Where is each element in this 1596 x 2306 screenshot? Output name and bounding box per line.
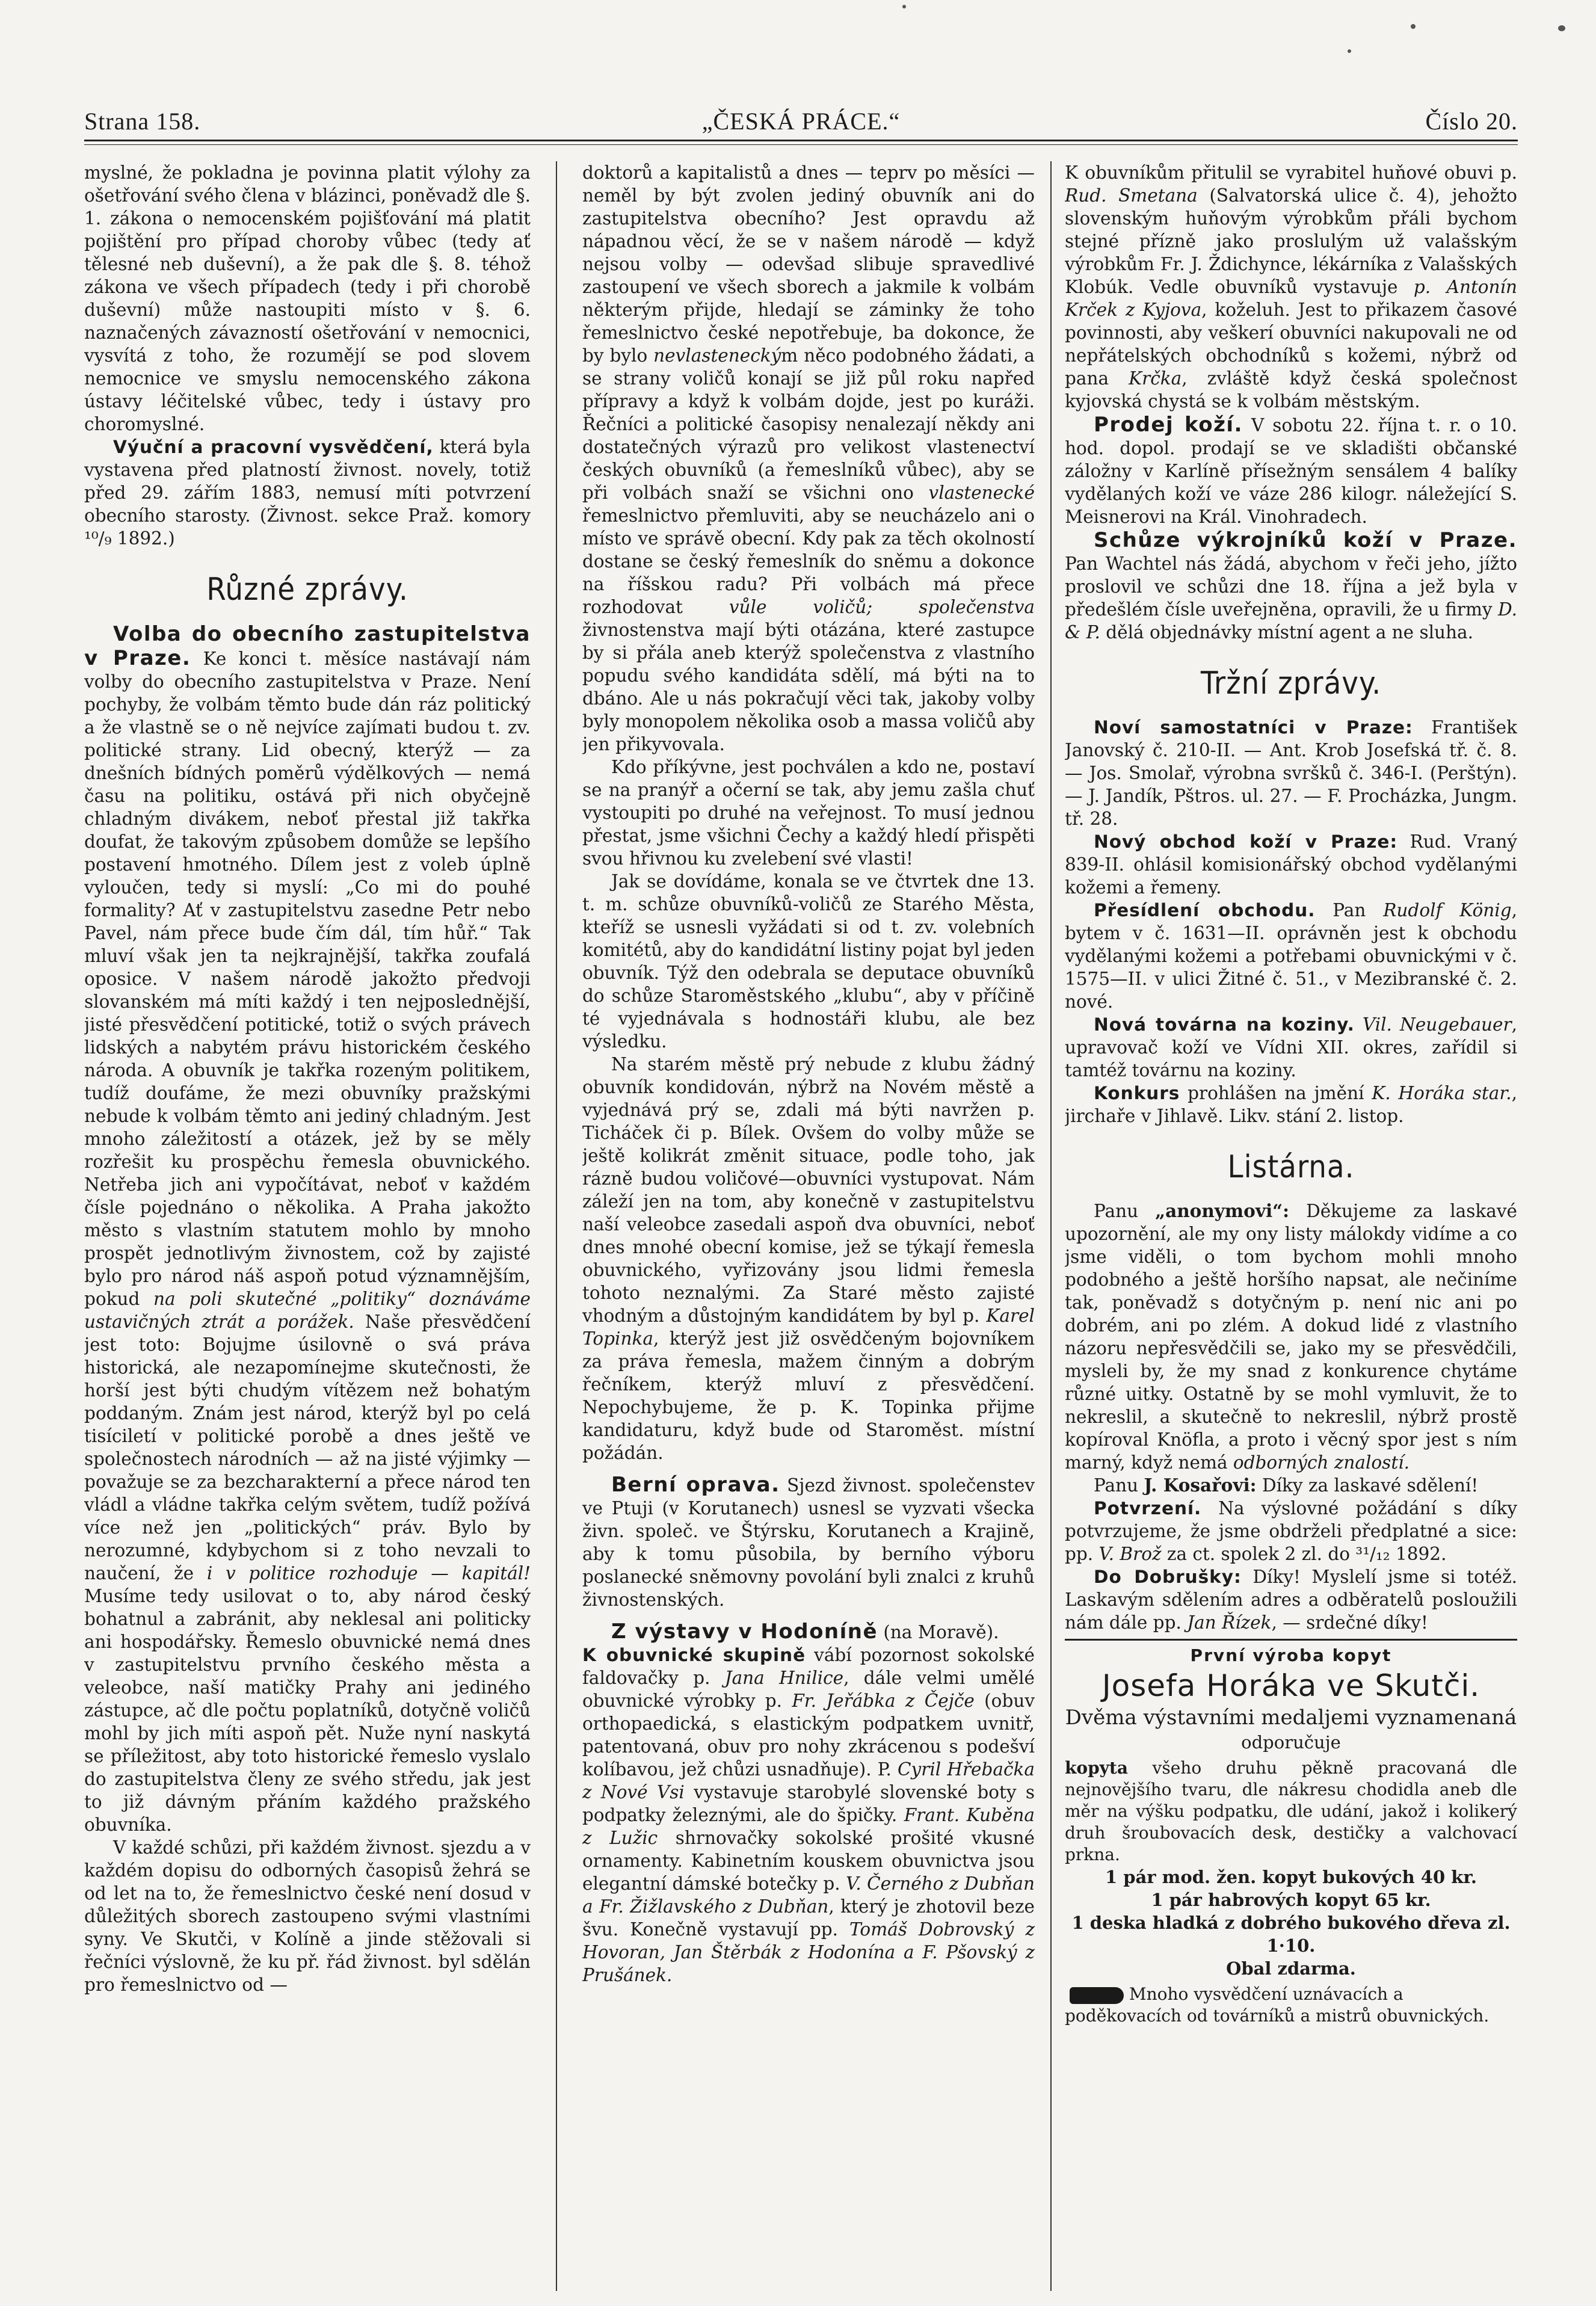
ad-body: kopyta všeho druhu pěkně pracovaná dle nejnovějšího tvaru, dle nákresu chodidla aneb dle měr na výšku podpatku, dle udání, jakož i kolikerý druh šroubovacích desk, destičky a valchovací prkna. [1065,1758,1517,1864]
market-new-businesses: Noví samostatníci v Praze: František Janovský č. 210-II. — Ant. Krob Josefská tř. č. 8. — Jos. Smolař, výrobna svršků č. 346-I. (Perštýn). — J. Jandík, Pštros. ul. 27. — F. Procházka, Jungm. tř. 28. [1065,717,1517,829]
column-divider [556,161,557,2291]
column-divider [1050,161,1052,2291]
ad-price-line: 1 pár mod. žen. kopyt bukových 40 kr. [1105,1867,1477,1887]
ad-company-name: Josefa Horáka ve Skutči. [1101,1668,1480,1703]
article-continuation: myslné, že pokladna je povinna platit výlohy za ošetřování svého člena v blázinci, poněvadž dle §. 1. zákona o nemocenském pojišťování má platit pojištění pro případ choroby vůbec (tedy ať tělesné neb duševní), a že pak dle §. 8. téhož zákona ve všech případech (tedy i při chorobě duševní) může nastoupiti místo v §. 6. naznačených závazností ošetřování v nemocnici, vysvítá z toho, že rozumějí se pod slovem nemocnice ve smyslu nemocenského zákona ústavy léčitelské vůbec, tedy i ústavy pro choromyslné. [84,162,531,434]
ad-top-line: První výroba kopyt [1190,1645,1392,1665]
header-rule [84,140,1518,141]
letter-kosar: Panu J. Kosařovi: Díky za laskavé sdělení! [1094,1475,1479,1496]
ad-price-line: Obal zdarma. [1226,1958,1356,1979]
letter-dobruska: Do Dobrušky: Díky! Myslelí jsme si totéž. Laskavým sdělením adres a odběratelů posloužili nám dále pp. Jan Řízek, — srdečné díky! [1065,1567,1517,1633]
article-tax-reform: Berní oprava. Sjezd živnost. společenstev ve Ptuji (v Korutanech) usnesl se vyzvati všecka živn. společ. ve Štýrsku, Korutanech a Krajině, aby k tomu působila, by berního výboru poslanecké sněmovny povolání byli znalci z kruhů živnostenských. [582,1473,1035,1610]
notice-hide-sale: Prodej koží. V sobotu 22. října t. r. o 10. hod. dopol. prodají se ve skladišti občanské záložny v Karlíně přísežným sensálem 4 balíky vydělaných koží ve váze 286 kilogr. náležející S. Meisnerovi na Král. Vinohradech. [1065,413,1517,527]
ad-price-line: 1 deska hladká z dobrého bukového dřeva zl. 1·10. [1071,1913,1511,1956]
ad-recommends: odporučuje [1241,1732,1341,1753]
section-title-letters: Listárna. [1227,1149,1355,1185]
ad-subtitle: Dvěma výstavními medaljemi vyznamenaná [1065,1706,1517,1730]
article-continuation: K obuvníkům přitulil se vyrabitel huňové obuvi p. Rud. Smetana (Salvatorská ulice č. 4), jehožto slovenským huňovým výrobkům přáli bychom stejné přízně jako proslulým už valašským výrobkům Fr. J. Ždichynce, lékárníka z Valašských Klobúk. Vedle obuvníků vystavuje p. Antonín Krček z Kyjova, koželuh. Jest to přikazem časové povinnosti, aby veškerí obuvníci nakupovali ne od nepřátelských obchodníků s kožemi, nýbrž od pana Krčka, zvláště když česká společnost kyjovská chystá se k volbám městským. [1065,162,1517,412]
header-rule-thin [84,144,1518,145]
article-certificates: Výuční a pracovní vysvědčení, která byla vystavena před platností živnost. novely, totiž před 29. zářím 1883, nemusí míti potvrzení obecního starosty. (Živnost. sekce Praž. komory ¹⁰/₉ 1892.) [84,437,531,549]
article-paragraph: V každé schůzi, při každém živnost. sjezdu a v každém dopisu do odborných časopisů žehrá se od let na to, že řemeslnictvo české není dosud v důležitých sborech zastoupeno svými vlastními syny. Ve Skutči, v Kolíně a jinde stěžovali si řečníci výslovně, že ku př. řád živnost. byl sdělán pro řemeslnictvo od — [84,1837,531,1995]
section-title-news: Různé zprávy. [206,572,408,608]
article-paragraph: Na starém městě prý nebude z klubu žádný obuvník kondidován, nýbrž na Novém městě a vyjednává prý se, zdali má býti navržen p. Ticháček či p. Bílek. Ovšem do volby může se ještě kolikrát změnit situace, podle toho, jak rázně budou voličové—obuvníci vystupovat. Nám záleží jen na tom, aby konečně v zastupitelstvu naší veleobce zasedali aspoň dva obuvníci, neboť dnes mnohé obecní komise, jež se týkají řemesla obuvnického, vyřizovány jsou lidmi řemesla tohoto neznalými. Za Staré město zajisté vhodným a důstojným kandidátem by byl p. Karel Topinka, kterýž jest již osvědčeným bojovníkem za práva řemesla, mažem činným a dobrým řečníkem, kterýž mluví z přesvědčení. Nepochybujeme, že p. K. Topinka přijme kandidaturu, když bude od Staroměst. místní požádán. [582,1054,1035,1463]
letter-anonymous: Panu „anonymovi“: Děkujeme za laskavé upozornění, ale my ony listy málokdy vidíme a co jsme viděli, o tom bychom mohli mnoho podobného a ještě horšího napsat, ale nečiníme tak, poněvadž s dotyčným p. není nic ani po dobrém, ani po zlém. A dokud lidé z vlastního názoru nepřesvědčili se, jako my se přesvědčili, mysleli by, že my snad z konkurence chytáme různé uitky. Ostatně by se mohl vymluvit, že to nekreslil, a skutečně to nekreslil, nýbrž prostě kopíroval Knöfla, a proto i věcný spor jest s ním marný, když nemá odborných znalostí. [1065,1200,1517,1473]
market-relocation: Přesídlení obchodu. Pan Rudolf König, bytem v č. 1631—II. oprávněn jest k obchodu vydělanými kožemi a potřebami obuvnickými v č. 1575—II. v ulici Žitné č. 51., v Mezibranské č. 2. nové. [1065,900,1517,1012]
advertisement-horak [1065,1639,1517,2027]
ad-price-line: 1 pár habrových kopyt 65 kr. [1151,1890,1431,1910]
newspaper-title: „ČESKÁ PRÁCE.“ [701,108,901,135]
article-hodonin: Z výstavy v Hodoníně (na Moravě). [611,1620,999,1644]
article-elections: Volba do obecního zastupitelstva v Praze. Ke konci t. měsíce nastávají nám volby do obecního zastupitelstva v Praze. Není pochyby, že volbám těmto bude dán ráz politický a že vlastně se o ně nejvíce zajímati budou t. zv. politické strany. Lid obecný, kterýž — za dnešních bídných poměrů výdělkových — nemá času na politiku, ostává při nich obyčejně chladným divákem, neboť přestal již takřka doufat, že takovým způsobem domůže se lepšího postavení hmotného. Dílem jest z voleb úplně vyloučen, tedy si myslí: „Co mi do pouhé formality? Ať v zastupitelstvu zasedne Petr nebo Pavel, nám přece bude čím dál, tím hůř.“ Tak mluví však jen ta nejkrajnější, takřka zoufalá oposice. V našem národě jakožto předvoji slovanském má míti každý i ten nejposlednější, jisté přesvědčení potitické, totiž o svých právech lidských a nabytém právu historickém českého národa. A obuvník je takřka rozeným politikem, tudíž doufáme, že mezi obuvníky pražskými nebude k volbám těmto ani jediný chladným. Jest mnoho záležitostí a otázek, jež by se měly rozřešit ku prospěchu řemesla obuvnického. Netřeba jich ani vypočítávat, neboť v každém čísle pojednáno o několika. A Praha jakožto město s vlastním statutem mohlo by mnoho prospět jednotlivým živnostem, což by zajisté bylo pro národ náš aspoň potud významnějším, pokud na poli skutečné „politiky“ doznáváme ustavičných ztrát a porážek. Naše přesvědčení jest toto: Bojujme úsilovně o svá práva historická, ale nezapomínejme skutečnosti, že horší jest býti chudým vítězem než bohatým poddaným. Znám jest národ, kterýž byl po celá tisíciletí v politické porobě a dnes ještě ve společnostech národních — až na jisté výjimky — považuje se za bezcharakterní a přece národ ten vládl a vládne takřka celým světem, tudíž požívá více než jen „politických“ práv. Bylo by nerozumné, kdybychom si z toho nevzali to naučení, že i v politice rozhoduje — kapitál! Musíme tedy usilovat o to, aby národ český bohatnul a zabránit, aby neklesal ani politicky ani hospodářsky. Řemeslo obuvnické nemá dnes v zastupitelstvu prvního českého města a veleobce, naší matičky Prahy ani jediného zástupce, ač dle počtu poplatníků, dotyčně voličů mohl by jich míti aspoň pět. Nuže nyní naskytá se příležitost, aby toto historické řemeslo vyslalo do zastupitelstva členy ze svého středu, jak jest to již dávným přáním každého pražského obuvníka. [84,622,531,1835]
speck [902,5,906,8]
column-1 [84,161,531,2291]
market-new-shop: Nový obchod koží v Praze: Rud. Vraný 839-II. ohlásil komisionářský obchod vydělanými kožemi a řemeny. [1065,831,1517,898]
speck [1411,24,1416,29]
issue-number: Číslo 20. [1425,108,1518,135]
section-title-market: Tržní zprávy. [1200,665,1382,701]
article-paragraph: Kdo příkývne, jest pochválen a kdo ne, postaví se na pranýř a očerní se tak, aby jemu zašla chuť vystoupiti po druhé na veřejnost. To musí jednou přestat, jsme všichni Čechy a každý hledí přispěti svou hřivnou ku zvelebení své vlasti! [582,757,1035,869]
page-number: Strana 158. [84,108,201,135]
column-2 [582,161,1035,2291]
ad-footer: Mnoho vysvědčení uznávacích a poděkovacích od továrníků a mistrů obuvnických. [1065,1984,1490,2026]
column-3 [1065,161,1517,2291]
market-new-factory: Nová továrna na koziny. Vil. Neugebauer, upravovač koží ve Vídni XII. okres, zařídil si tamtéž továrnu na koziny. [1065,1014,1517,1081]
speck [1558,25,1565,31]
article-paragraph: Jak se dovídáme, konala se ve čtvrtek dne 13. t. m. schůze obuvníků-voličů ze Starého Města, kteříž se usnesli vyžádati si od t. zv. volebních komitétů, aby do kandidátní listiny pojat byl jeden obuvník. Týž den odebrala se deputace obuvníků do schůze Staroměstského „klubu“, aby v příčině té vyjednávala s hodnostáři klubu, ale bez výsledku. [582,871,1035,1052]
market-bankruptcy: Konkurs prohlášen na jmění K. Horáka star., jirchaře v Jihlavě. Likv. stání 2. listop. [1065,1083,1517,1126]
notice-cutters-meeting: Schůze výkrojníků koží v Praze. Pan Wachtel nás žádá, abychom v řeči jeho, jížto proslovil ve schůzi dne 18. října a jež byla v předešlém čísle uveřejněna, opravili, že u firmy D. & P. dělá objednávky místní agent a ne sluha. [1065,528,1517,643]
letter-confirmation: Potvrzení. Na výslovné požádání s díky potvrzujeme, že jsme obdrželi předplatné a sice: pp. V. Brož za ct. spolek 2 zl. do ³¹/₁₂ 1892. [1065,1498,1517,1564]
speck [1348,49,1351,53]
article-continuation: doktorů a kapitalistů a dnes — teprv po měsíci — neměl by být zvolen jediný obuvník ani do zastupitelstva obecního? Jest opravdu až nápadnou věcí, že se v našem národě — když nejsou volby — odevšad slibuje spravedlivé zastoupení ve všech sborech a jakmile k volbám některým přijde, hledají se záminky že toho řemeslnictvo české nepotřebuje, ba dokonce, že by bylo nevlasteneckým něco podobného žádati, a se strany voličů konají se již půl roku napřed přípravy a když k volbám dojde, jest po kuráži. Řečníci a politické časopisy nenalezají někdy ani dostatečných výrazů pro velikost vlastenectví českých obuvníků (a řemeslníků vůbec), aby se při volbách snaží se všichni ono vlastenecké řemeslnictvo přemluviti, aby se neucházelo ani o místo ve správě obecní. Kdy pak za těch okolností dostane se český řemeslník do sněmu a dokonce na říšskou radu? Při volbách má přece rozhodovat vůle voličů; společenstva živnostenstva mají býti otázána, které zastupce by si přála aneb kterýž společenstva z vlastního popudu svého kandidáta sdělí, má býti na to dbáno. Ale u nás pokračují věci tak, jakoby volby byly monopolem několika osob a massa voličů aby jen přikyvovala. [582,162,1035,754]
article-hodonin-body: K obuvnické skupině vábí pozornost sokolské faldovačky p. Jana Hnilice, dále velmi umělé obuvnické výrobky p. Fr. Jeřábka z Čejče (obuv orthopaedická, s elastickým podpatkem uvnitř, patentovaná, obuv pro nohy zkrácenou s podešví kolíbavou, jež chůzi usnadňuje). P. Cyril Hřebačka z Nové Vsi vystavuje starobylé slovenské boty s podpatky železnými, ale do špičky. Frant. Kuběna z Lužic shrnovačky sokolské prošité vkusné ornamenty. Kabinetním kouskem obuvnictva jsou elegantní dámské botečky p. V. Černého z Dubňan a Fr. Žižlavského z Dubňan, který je zhotovil beze švu. Konečně vystavují pp. Tomáš Dobrovský z Hovoran, Jan Štěrbák z Hodonína a F. Pšovský z Prušánek. [582,1645,1035,1985]
page-header [84,101,1518,143]
pointing-hand-icon [1070,1987,1124,2004]
